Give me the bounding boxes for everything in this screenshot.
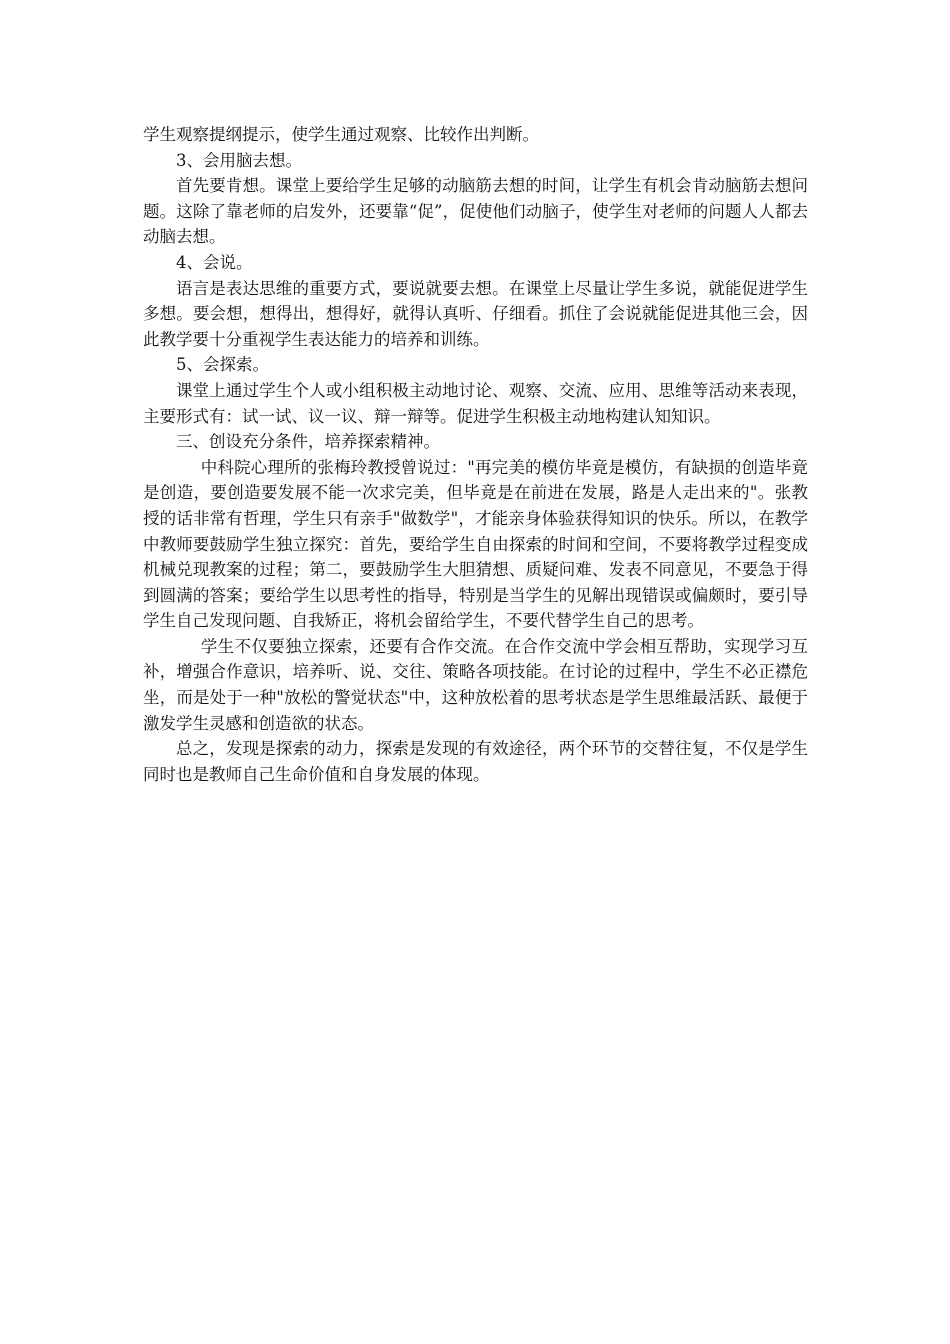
paragraph-language-expression: 语言是表达思维的重要方式，要说就要去想。在课堂上尽量让学生多说，就能促进学生多想。要会想，想得出，想得好，就得认真听、仔细看。抓住了会说就能促进其他三会，因此教学要十分重视学生表达能力的培养和训练。 — [143, 278, 808, 349]
document-body — [143, 122, 808, 787]
heading-think-with-brain: 3、会用脑去想。 — [176, 150, 302, 170]
heading-explore: 5、会探索。 — [176, 355, 269, 375]
paragraph-professor-quote: 中科院心理所的张梅玲教授曾说过："再完美的模仿毕竟是模仿，有缺损的创造毕竟是创造，要创造要发展不能一次求完美，但毕竟是在前进在发展，路是人走出来的"。张教授的话非常有哲理，学生只有亲手"做数学"，才能亲身体验获得知识的快乐。所以，在教学中教师要鼓励学生独立探究：首先，要给学生自由探索的时间和空间，不要将教学过程变成机械兑现教案的过程；第二，要鼓励学生大胆猜想、质疑问难、发表不同意见，不要急于得到圆满的答案；要给学生以思考性的指导，特别是当学生的见解出现错误或偏颇时，要引导学生自己发现问题、自我矫正，将机会留给学生，不要代替学生自己的思考。 — [143, 457, 808, 631]
heading-speak: 4、会说。 — [176, 252, 253, 272]
paragraph-cooperation: 学生不仅要独立探索，还要有合作交流。在合作交流中学会相互帮助，实现学习互补，增强合作意识，培养听、说、交往、策略各项技能。在讨论的过程中，学生不必正襟危坐，而是处于一种"放松的警觉状态"中，这种放松着的思考状态是学生思维最活跃、最便于激发学生灵感和创造欲的状态。 — [143, 636, 808, 733]
paragraph-classroom-activities: 课堂上通过学生个人或小组积极主动地讨论、观察、交流、应用、思维等活动来表现，主要形式有：试一试、议一议、辩一辩等。促进学生积极主动地构建认知知识。 — [143, 380, 808, 426]
paragraph-willing-to-think: 首先要肯想。课堂上要给学生足够的动脑筋去想的时间，让学生有机会肯动脑筋去想问题。这除了靠老师的启发外，还要靠“促”，促使他们动脑子，使学生对老师的问题人人都去动脑去想。 — [143, 176, 808, 247]
paragraph-summary: 总之，发现是探索的动力，探索是发现的有效途径，两个环节的交替往复，不仅是学生同时也是教师自己生命价值和自身发展的体现。 — [143, 739, 808, 784]
section-heading-three: 三、创设充分条件，培养探索精神。 — [176, 432, 440, 452]
paragraph-continuation: 学生观察提纲提示，使学生通过观察、比较作出判断。 — [143, 125, 539, 144]
